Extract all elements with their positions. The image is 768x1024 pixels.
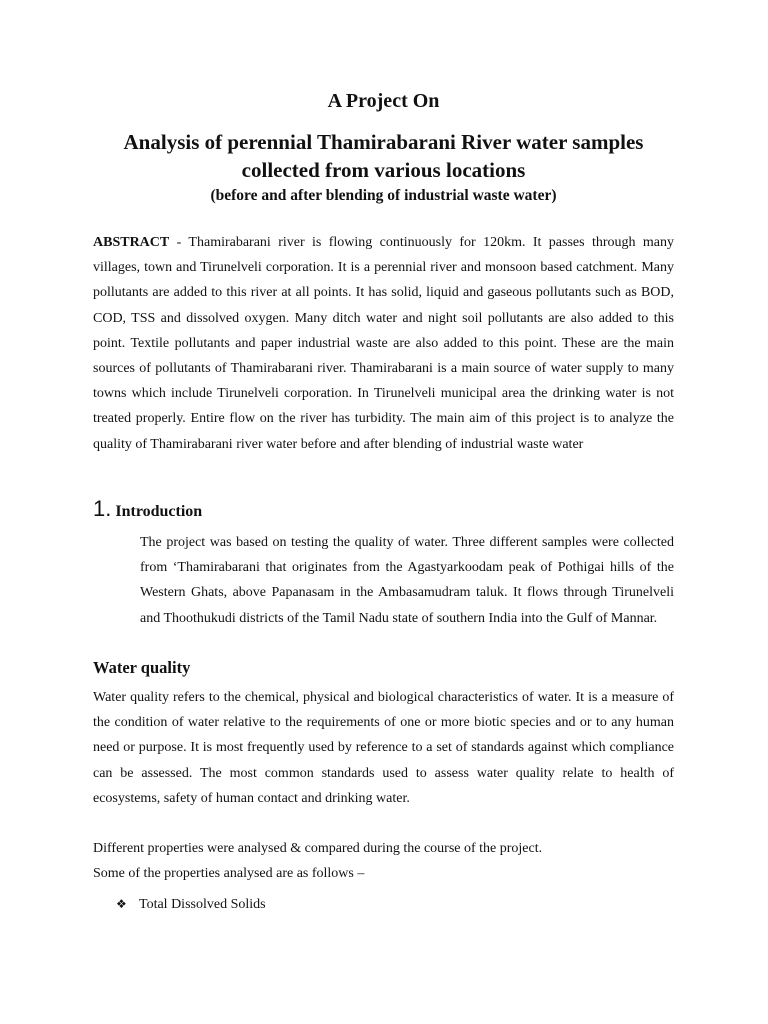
list-item-text: Total Dissolved Solids [139, 897, 266, 912]
water-quality-heading: Water quality [93, 658, 191, 677]
water-quality-paragraph: Water quality refers to the chemical, physical and biological characteristics of water. It is a measure of the condition of water relative to the requirements of one or more biotic species and or to any human need or purpose. It is most frequently used by reference to a set of standards against which compliance can be assessed. The most common standards used to assess water quality relate to health of ecosystems, safety of human contact and drinking water. [93, 690, 674, 806]
list-item [116, 892, 516, 917]
section-title: Introduction [115, 503, 203, 520]
abstract-label: ABSTRACT [93, 235, 170, 250]
project-heading: A Project On [327, 90, 440, 112]
properties-list-lead: Some of the properties analysed are as follows – [93, 866, 365, 881]
properties-intro-line: Different properties were analysed & compared during the course of the project. [93, 841, 543, 856]
abstract-paragraph [93, 230, 674, 457]
introduction-text: The project was based on testing the quality of water. Three different samples were collected from ‘Thamirabarani that originates from the Agastyarkoodam peak of Pothigai hills of the Western Ghats, above Papanasam in the Ambasamudram taluk. It flows through Tirunelveli and Thoothukudi districts of the Tamil Nadu state of southern India into the Gulf of Mannar. [140, 535, 674, 626]
document-subtitle: (before and after blending of industrial waste water) [210, 187, 557, 204]
section-number: 1. [93, 496, 112, 521]
section-heading-introduction [93, 496, 674, 522]
introduction-paragraph [93, 530, 674, 631]
document-title: Analysis of perennial Thamirabarani River water samples collected from various locations [123, 130, 644, 182]
abstract-text: - Thamirabarani river is flowing continuously for 120km. It passes through many villages, town and Tirunelveli corporation. It is a perennial river and monsoon based catchment. Many pollutants are added to this river at all points. It has solid, liquid and gaseous pollutants such as BOD, COD, TSS and dissolved oxygen. Many ditch water and night soil pollutants are also added to this point. Textile pollutants and paper industrial waste are also added to this point. These are the main sources of pollutants of Thamirabarani river. Thamirabarani is a main source of water supply to many towns which include Tirunelveli corporation. In Tirunelveli municipal area the drinking water is not treated properly. Entire flow on the river has turbidity. The main aim of this project is to analyze the quality of Thamirabarani river water before and after blending of industrial waste water [93, 235, 674, 452]
diamond-bullet-icon: ❖ [116, 897, 127, 911]
